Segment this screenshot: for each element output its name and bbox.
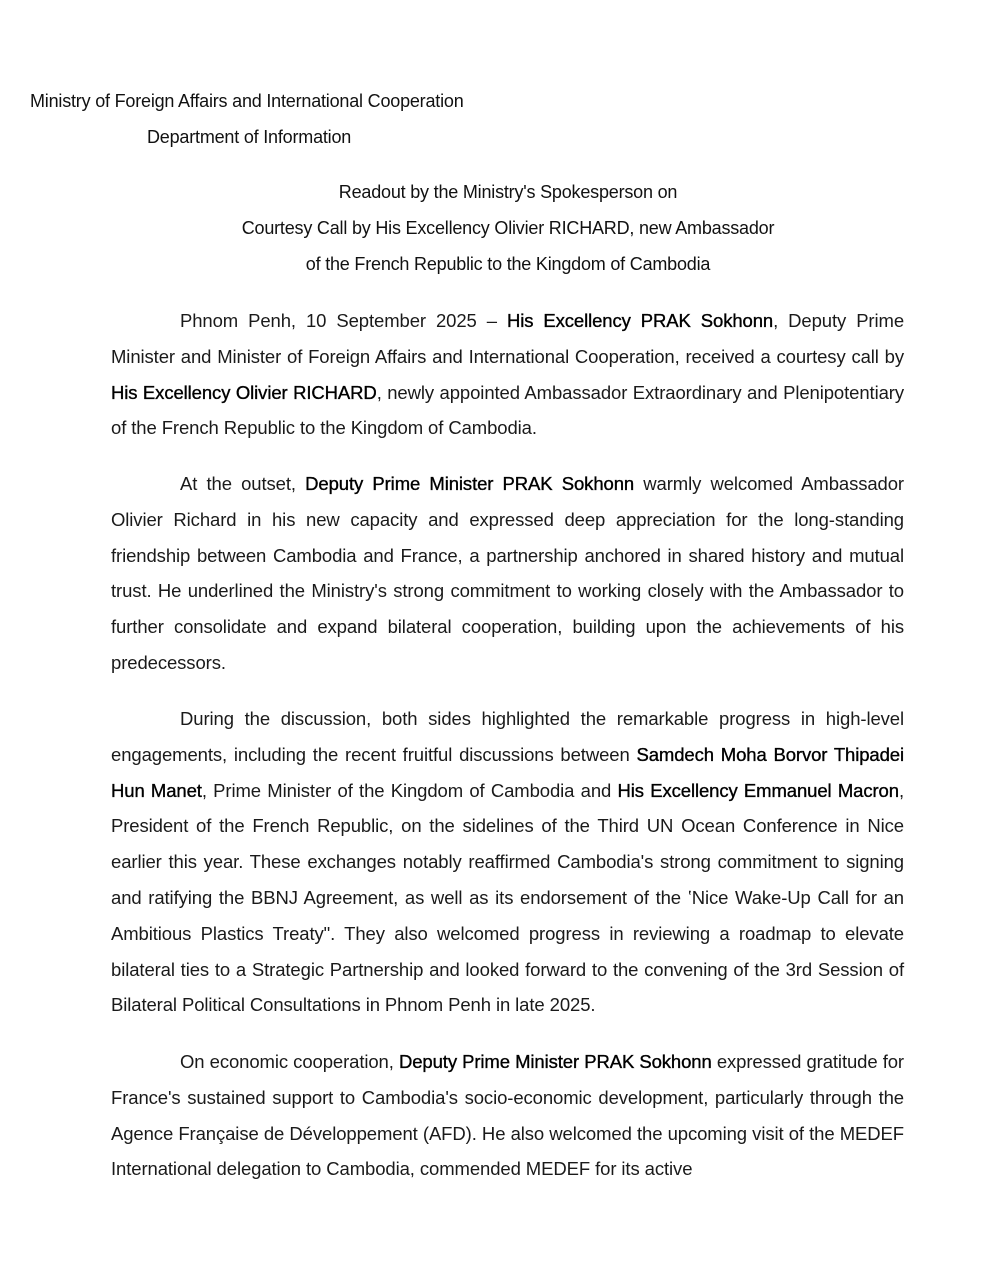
paragraph-1-bold: His Excellency PRAK Sokhonn: [506, 310, 774, 331]
paragraph-1: [111, 303, 904, 446]
paragraph-2-bold: Deputy Prime Minister PRAK Sokhonn: [305, 473, 635, 494]
paragraph-4-text: On economic cooperation,: [180, 1051, 399, 1072]
paragraph-3-bold: Samdech Moha Borvor Thipadei Hun Manet: [111, 743, 904, 801]
paragraph-1-text: Phnom Penh, 10 September 2025 –: [180, 310, 507, 331]
paragraph-3-text: , President of the French Republic, on the sidelines of the Third UN Ocean Conference in Nice earlier this year. These exchanges notably reaffirmed Cambodiaʹs strong commitment to signing and ratifying the BBNJ Agreement, as well as its endorsement of the ʽNice Wake-Up Call for an Ambitious Plastics Treatyʺ. They also welcomed progress in reviewing a roadmap to elevate bilateral ties to a Strategic Partnership and looked forward to the convening of the 3rd Session of Bilateral Political Consultations in Phnom Penh in late 2025.: [111, 779, 904, 1016]
title-line-3: of the French Republic to the Kingdom of Cambodia: [305, 254, 711, 274]
paragraph-3: [111, 701, 904, 1023]
paragraph-1-bold: His Excellency Olivier RICHARD: [111, 381, 377, 403]
paragraph-4: [111, 1044, 904, 1187]
paragraph-2: [111, 466, 904, 681]
paragraph-1-text: , Deputy Prime Minister and Minister of Foreign Affairs and International Cooperation, received a courtesy call by: [111, 310, 905, 367]
paragraph-4-bold: Deputy Prime Minister PRAK Sokhonn: [398, 1051, 712, 1072]
paragraph-3-text: During the discussion, both sides highlighted the remarkable progress in high-level engagements, including the recent fruitful discussions between: [111, 708, 904, 765]
ministry-name: Ministry of Foreign Affairs and International Cooperation: [30, 91, 464, 111]
paragraph-4-text: expressed gratitude for Franceʹs sustained support to Cambodiaʹs socio-economic development, particularly through the Agence Française de Développement (AFD). He also welcomed the upcoming visit of the MEDEF International delegation to Cambodia, commended MEDEF for its active: [111, 1051, 904, 1180]
paragraph-3-text: , Prime Minister of the Kingdom of Cambodia and: [201, 779, 618, 801]
title-line-2: Courtesy Call by His Excellency Olivier RICHARD, new Ambassador: [241, 218, 775, 238]
paragraph-1-text: , newly appointed Ambassador Extraordinary and Plenipotentiary of the French Republic to the Kingdom of Cambodia.: [111, 381, 904, 439]
paragraph-2-text: At the outset,: [180, 473, 306, 494]
paragraph-3-bold: His Excellency Emmanuel Macron: [617, 779, 899, 801]
title-line-1: Readout by the Ministryʹs Spokesperson on: [338, 182, 678, 202]
paragraph-2-text: warmly welcomed Ambassador Olivier Richard in his new capacity and expressed deep appreciation for the long-standing friendship between Cambodia and France, a partnership anchored in shared history and mutual trust. He underlined the Ministryʹs strong commitment to working closely with the Ambassador to further consolidate and expand bilateral cooperation, building upon the achievements of his predecessors.: [111, 473, 904, 673]
department-name: Department of Information: [147, 127, 352, 147]
